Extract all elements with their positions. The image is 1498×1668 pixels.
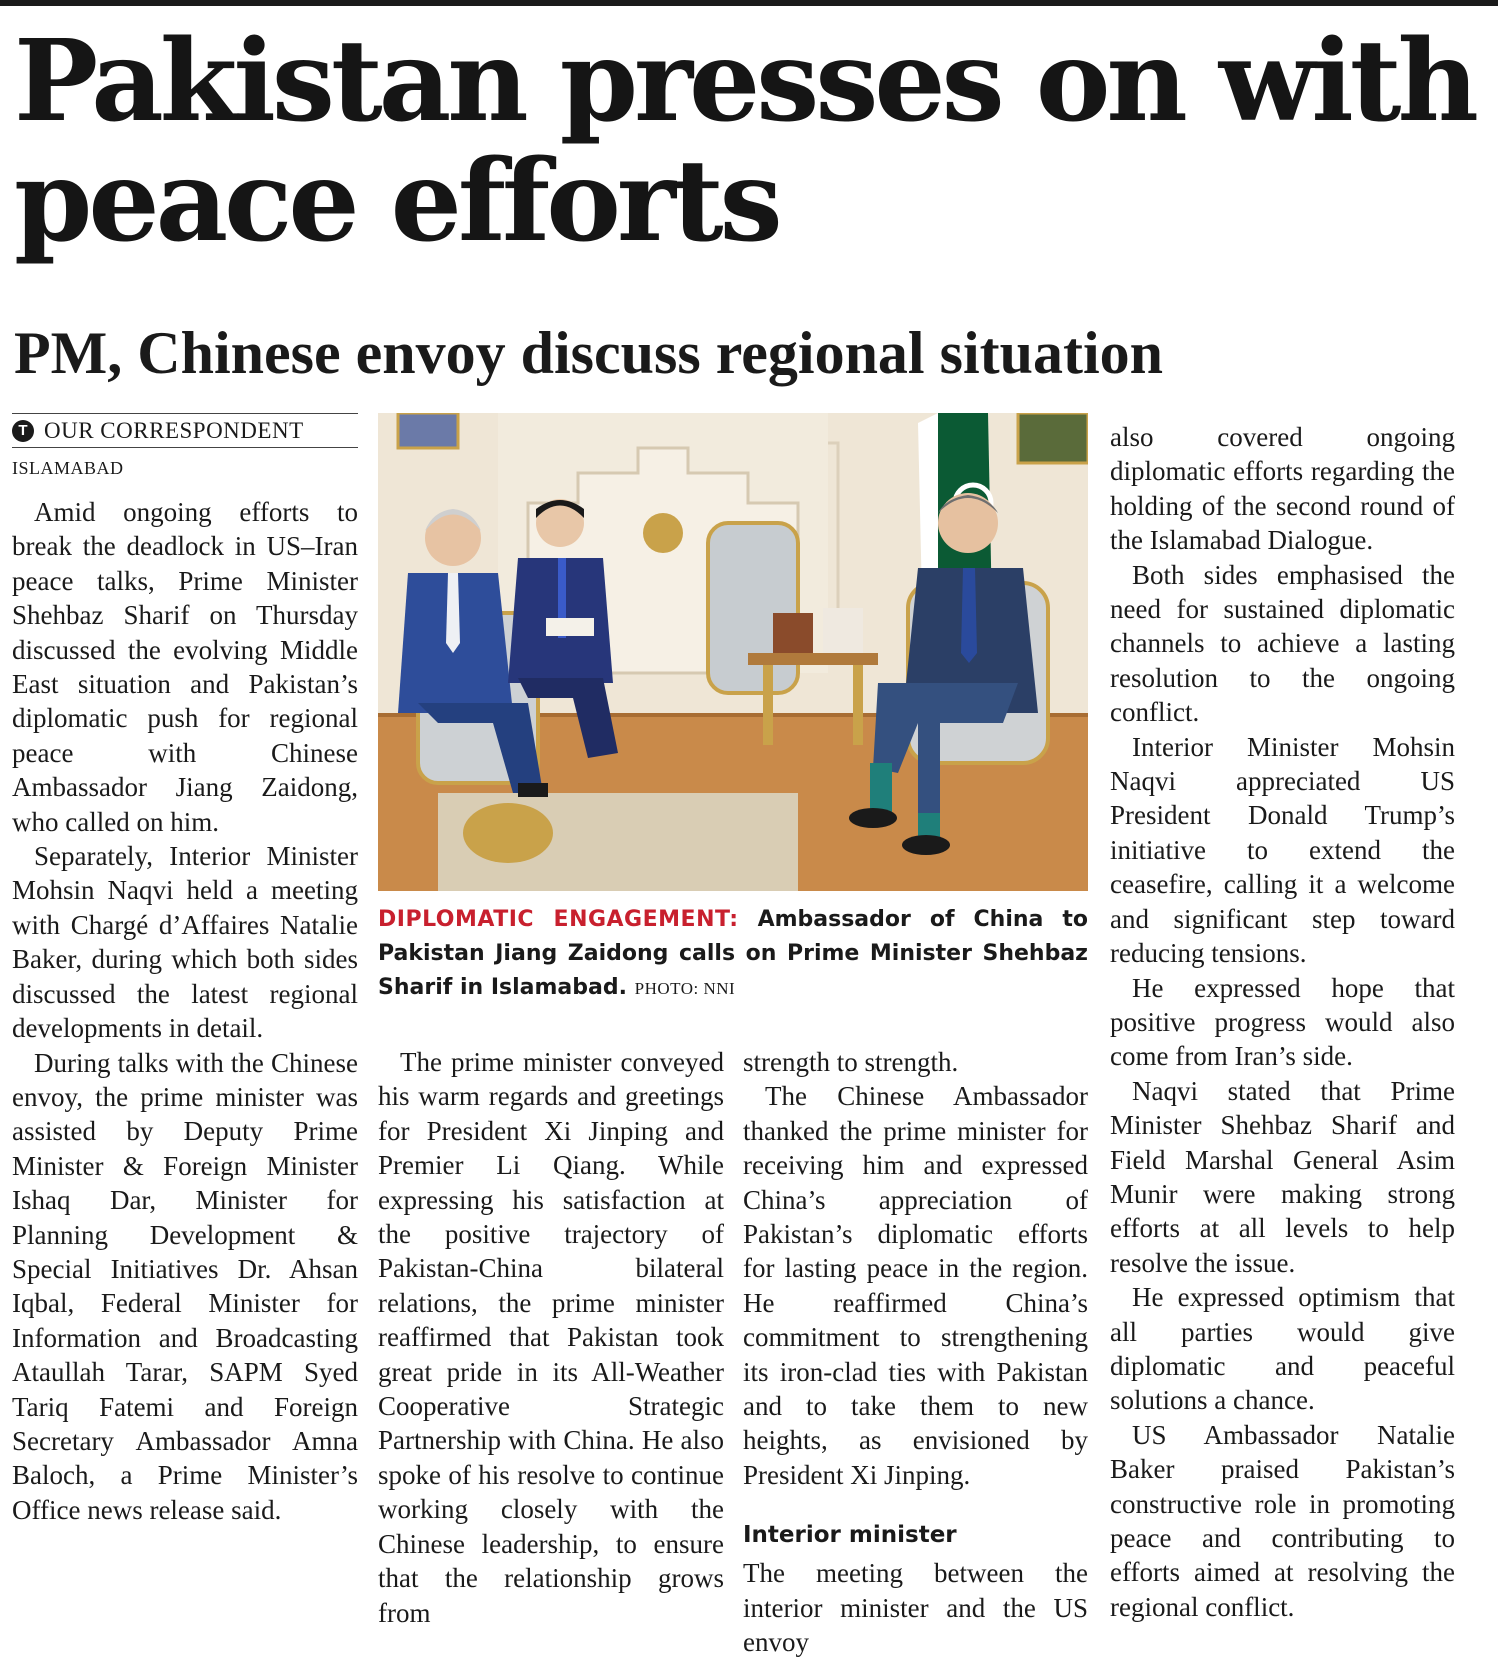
paragraph: The Chinese Ambassador thanked the prime minister for receiving him and expressed China’s appreciation of Pakistan’s diplomatic efforts for lasting peace in the region. He reaffirmed China’s commitment to strengthening its iron-clad ties with Pakistan and to take them to new heights, as envisioned by President Xi Jinping.	[743, 1081, 1088, 1490]
headline: Pakistan presses on with peace efforts	[14, 16, 1475, 267]
paragraph: Both sides emphasised the need for sustained diplomatic channels to achieve a lasting resolution to the ongoing conflict.	[1110, 559, 1455, 728]
paragraph: The prime minister conveyed his warm regards and greetings for President Xi Jinping and Premier Li Qiang. While expressing his satisfaction at the positive trajectory of Pakistan-China bilateral relations, the prime minister reaffirmed that Pakistan took great pride in its All-Weather Cooperative Strategic Partnership with China. He also spoke of his resolve to continue working closely with the Chinese leadership, to ensure that the relationship grows from	[378, 1047, 724, 1628]
article-column-1	[12, 495, 358, 1527]
section-subheading: Interior minister	[743, 1522, 957, 1549]
paragraph: Naqvi stated that Prime Minister Shehbaz Sharif and Field Marshal General Asim Munir were making strong efforts at all levels to help resolve the issue.	[1110, 1075, 1455, 1278]
article-column-2	[378, 1045, 724, 1630]
paragraph: also covered ongoing diplomatic efforts regarding the holding of the second round of the Islamabad Dialogue.	[1110, 422, 1455, 556]
article-column-3	[743, 1045, 1088, 1660]
paragraph: Amid ongoing efforts to break the deadlock in US–Iran peace talks, Prime Minister Shehbaz Sharif on Thursday discussed the evolving Middle East situation and Pakistan’s diplomatic push for regional peace with Chinese Ambassador Jiang Zaidong, who called on him.	[12, 497, 358, 837]
photo-caption	[378, 903, 1088, 1006]
caption-text: Ambassador of China to Pakistan Jiang Zaidong calls on Prime Minister Shehbaz Sharif in Islamabad.	[378, 907, 1088, 1000]
byline	[12, 413, 358, 448]
paragraph: strength to strength.	[743, 1047, 959, 1077]
correspondent-name: OUR CORRESPONDENT	[44, 418, 304, 443]
paragraph: During talks with the Chinese envoy, the prime minister was assisted by Deputy Prime Minister & Foreign Minister Ishaq Dar, Minister for Planning Development & Special Initiatives Dr. Ahsan Iqbal, Federal Minister for Information and Broadcasting Ataullah Tarar, SAPM Syed Tariq Fatemi and Foreign Secretary Ambassador Amna Baloch, a Prime Minister’s Office news release said.	[12, 1047, 358, 1525]
paragraph: He expressed optimism that all parties would give diplomatic and peaceful solutions a chance.	[1110, 1282, 1455, 1416]
news-photo	[378, 413, 1088, 891]
paragraph: Separately, Interior Minister Mohsin Naqvi held a meeting with Chargé d’Affaires Natalie Baker, during which both sides discussed the latest regional developments in detail.	[12, 841, 358, 1044]
paragraph: He expressed hope that positive progress would also come from Iran’s side.	[1110, 972, 1455, 1072]
newspaper-logo-icon: T	[12, 420, 34, 442]
photo-credit: PHOTO: NNI	[634, 979, 736, 998]
subheadline: PM, Chinese envoy discuss regional situation	[14, 320, 1163, 386]
paragraph: Interior Minister Mohsin Naqvi appreciated US President Donald Trump’s initiative to extend the ceasefire, calling it a welcome and significant step toward reducing tensions.	[1110, 731, 1455, 969]
top-rule	[0, 0, 1498, 6]
article-column-4	[1110, 420, 1455, 1624]
dateline: ISLAMABAD	[12, 458, 124, 478]
paragraph: US Ambassador Natalie Baker praised Pakistan’s constructive role in promoting peace and contributing to efforts aimed at resolving the regional conflict.	[1110, 1419, 1455, 1622]
caption-label: DIPLOMATIC ENGAGEMENT:	[378, 907, 739, 932]
paragraph: The meeting between the interior minister and the US envoy	[743, 1558, 1088, 1658]
